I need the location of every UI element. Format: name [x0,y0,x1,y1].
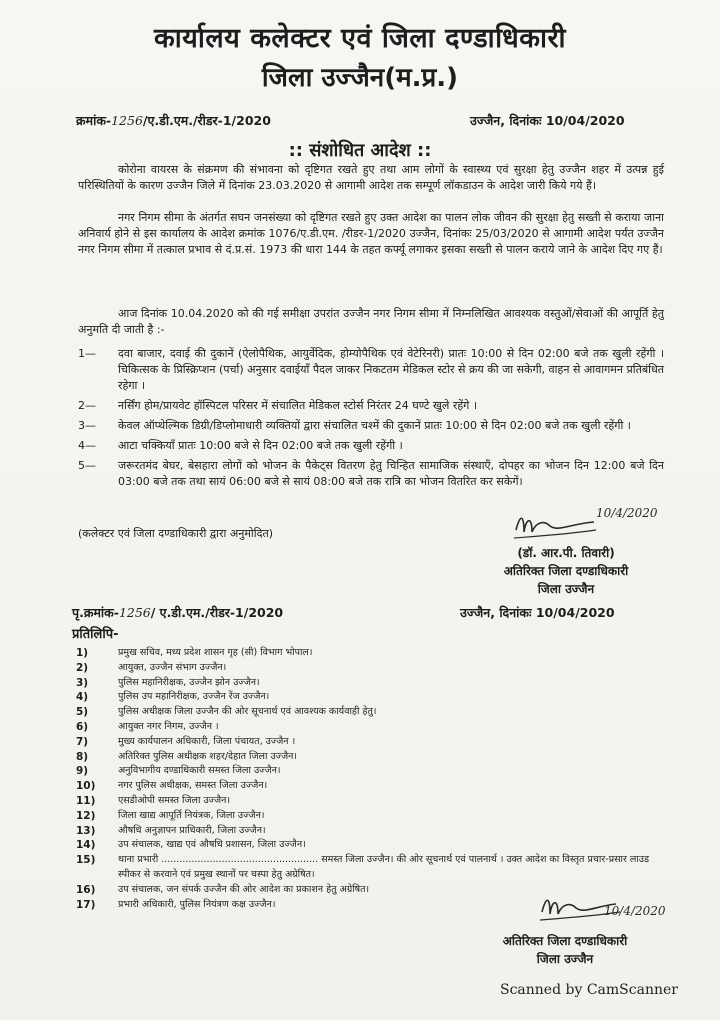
copy-place-date: उज्जैन, दिनांकः 10/04/2020 [460,605,615,620]
list-item [78,438,664,454]
copy-reference: पृ.क्रमांक-1256/ ए.डी.एम./रीडर-1/2020 [72,605,284,620]
approval-note: (कलेक्टर एवं जिला दण्डाधिकारी द्वारा अनुमोदित) [78,527,274,540]
copy-ref-handwritten-number: 1256 [118,605,151,620]
copy-recipients-list [76,646,666,912]
order-heading: :: संशोधित आदेश :: [288,140,432,161]
ref-suffix: /ए.डी.एम./रीडर-1/2020 [142,113,271,128]
scanner-watermark: Scanned by CamScanner [500,982,678,998]
signature-date-handwritten: 10/4/2020 [604,904,666,918]
list-item: 7) मुख्य कार्यपालन अधिकारी, जिला पंचायत, उज्जैन । [76,735,296,748]
item-number: 5— [78,459,96,472]
order-place-date: उज्जैन, दिनांकः 10/04/2020 [470,113,625,128]
list-item: 6) आयुक्त नगर निगम, उज्जैन । [76,720,219,733]
item-text: केवल ऑप्थेल्मिक डिग्री/डिप्लोमाधारी व्यक्तियों द्वारा संचालित चश्में की दुकानें प्रातः 10:00 से दिन 02:00 बजे तक खुली रहेंगी । [118,419,631,432]
item-text: दवा बाजार, दवाई की दुकानें (ऐलोपैथिक, आयुर्वेदिक, होम्योपैथिक एवं वेटेरिनरी) प्रातः 10:00 से दिन 02:00 बजे तक खुली रहेंगी । चिकित्सक के प्रिस्क्रिप्शन (पर्चा) अनुसार दवाईयाँ पैदल जाकर निकटतम मेडिकल स्टोर से क्रय की जा सकेगी, वाहन से आवागमन प्रतिबंधित रहेगा । [118,347,664,392]
list-item [78,418,664,434]
list-item: 1) प्रमुख सचिव, मध्य प्रदेश शासन गृह (सी) विभाग भोपाल। [76,647,313,659]
signatory-district: जिला उज्जैन [536,952,594,966]
list-item: 10) नगर पुलिस अधीक्षक, समस्त जिला उज्जैन। [76,780,268,793]
list-item: 3) पुलिस महानिरीक्षक, उज्जैन झोन उज्जैन। [76,676,260,689]
signature-block [456,544,676,598]
list-item: 16) उप संचालक, जन संपर्क उज्जैन की ओर आदेश का प्रकाशन हेतु अग्रेषित। [76,883,370,896]
list-item: 17) प्रभारी अधिकारी, पुलिस नियंत्रण कक्ष उज्जैन। [76,898,276,911]
list-item: 4) पुलिस उप महानिरीक्षक, उज्जैन रेंज उज्जैन। [76,691,270,704]
office-title: कार्यालय कलेक्टर एवं जिला दण्डाधिकारी [153,23,567,54]
list-item: 11) एसडीओपी समस्त जिला उज्जैन। [76,794,231,807]
list-item: 13) औषधि अनुज्ञापन प्राधिकारी, जिला उज्जैन। [76,824,266,837]
signature-scribble-icon [510,508,600,544]
copy-label: प्रतिलिपि- [72,627,119,642]
item-number: 4— [78,439,96,452]
paragraph-3: आज दिनांक 10.04.2020 को की गई समीक्षा उपरांत उज्जैन नगर निगम सीमा में निम्नलिखित आवश्यक वस्तुओं/सेवाओं की आपूर्ति हेतु अनुमति दी जाती है :- [78,307,664,336]
list-item: 14) उप संचालक, खाद्य एवं औषधि प्रशासन, जिला उज्जैन। [76,839,306,852]
list-item: 9) अनुविभागीय दण्डाधिकारी समस्त जिला उज्जैन। [76,765,281,778]
ref-handwritten-number: 1256 [111,113,143,128]
signatory-name: (डॉ. आर.पी. तिवारी) [517,546,615,560]
list-item: 8) अतिरिक्त पुलिस अधीक्षक शहर/देहात जिला उज्जैन। [76,750,298,763]
list-item [78,398,664,414]
signatory-district: जिला उज्जैन [537,582,595,596]
signature-block [470,932,660,968]
item-number: 3— [78,419,96,432]
signatory-designation: अतिरिक्त जिला दण्डाधिकारी [503,564,629,578]
item-number: 2— [78,399,96,412]
list-item: 15) थाना प्रभारी .................................................... समस्त जिला उज्जैन। की ओर सूचनार्थ एवं पालनार्थ । उक्त आदेश का विस्तृत प्रचार-प्रसार लाउड स्पीकर से करवाने एवं प्रमुख स्थानों पर चस्पा हेतु अग्रेषित। [76,854,650,880]
item-text: नर्सिंग होम/प्रायवेट हॉस्पिटल परिसर में संचालित मेडिकल स्टोर्स निरंतर 24 घण्टे खुले रहेंगे । [118,399,478,412]
item-text: आटा चक्कियाँ प्रातः 10:00 बजे से दिन 02:00 बजे तक खुली रहेंगी । [118,439,403,452]
list-item: 5) पुलिस अधीक्षक जिला उज्जैन की ओर सूचनार्थ एवं आवश्यक कार्यवाही हेतु। [76,706,377,719]
list-item: 2) आयुक्त, उज्जैन संभाग उज्जैन। [76,661,227,674]
order-reference [76,112,271,129]
paragraph-2: नगर निगम सीमा के अंतर्गत सघन जनसंख्या को दृष्टिगत रखते हुए उक्त आदेश का पालन लोक जीवन की सुरक्षा हेतु सख्ती से कराया जाना अनिवार्य होने से इस कार्यालय के आदेश क्रमांक 1076/ए.डी.एम. /रीडर-1/2020 उज्जैन, दिनांकः 25/03/2020 से आगामी आदेश पर्यंत उज्जैन नगर निगम सीमा में तत्काल प्रभाव से दं.प्र.सं. 1973 की धारा 144 के तहत कर्फ्यू लगाकर इसका सख्ती से पालन कराये जाने के आदेश दिए गए हैं। [78,211,664,256]
order-items-list [78,346,664,494]
ref-prefix: क्रमांक- [76,113,112,128]
paragraph-1: कोरोना वायरस के संक्रमण की संभावना को दृष्टिगत रखते हुए तथा आम लोगों के स्वास्थ्य एवं सुरक्षा हेतु उज्जैन शहर में उत्पन्न हुई परिस्थितियों के कारण उज्जैन जिले में दिनांक 23.03.2020 से आगामी आदेश तक सम्पूर्ण लॉकडाउन के आदेश जारी किये गये हैं। [78,163,664,192]
list-item [78,346,664,394]
item-text: जरूरतमंद बेघर, बेसहारा लोगों को भोजन के पैकेट्स वितरण हेतु चिन्हित सामाजिक संस्थाएँ, दोपहर का भोजन दिन 12:00 बजे दिन 03:00 बजे तक तथा सायं 06:00 बजे से सायं 08:00 बजे तक रात्रि का भोजन वितरित कर सकेगें। [118,459,664,488]
list-item [78,458,664,490]
signatory-designation: अतिरिक्त जिला दण्डाधिकारी [502,934,628,948]
list-item: 12) जिला खाद्य आपूर्ति नियंत्रक, जिला उज्जैन। [76,809,265,822]
district-title: जिला उज्जैन(म.प्र.) [261,63,459,93]
item-number: 1— [78,347,96,360]
signature-date-handwritten: 10/4/2020 [596,506,658,520]
